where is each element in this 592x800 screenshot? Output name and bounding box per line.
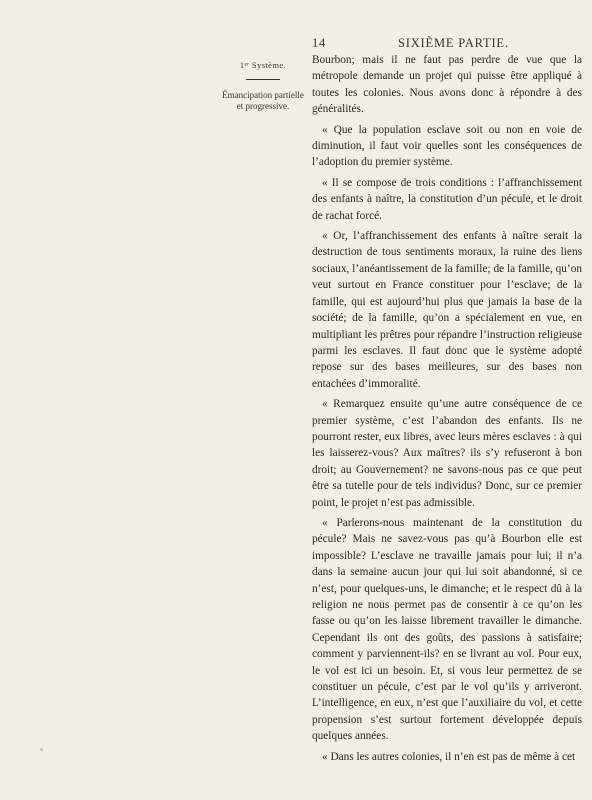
paragraph: Bourbon; mais il ne faut pas perdre de vue que la métropole demande un projet qui puisse être appliqué à toutes les colonies. Nous avons donc à répondre à des généralités. [312, 54, 582, 116]
paragraph: « Parlerons-nous maintenant de la constitution du pécule? Mais ne savez-vous pas qu’à Bourbon elle est impossible? L’esclave ne travaille jamais pour lui; il n’a dans la semaine aucun jour qui lui soit abandonné, si ce n’est, pour quelques-uns, le dimanche; et le respect dû à la religion ne nous permet pas de consentir à ce qu’on les fasse ou qu’on les laisse librement travailler le dimanche. Cependant ils ont des goûts, des passions à satisfaire; comment y parviennent-ils? en se livrant au vol. Pour eux, le vol est ici un besoin. Et, si vous leur permettez de se constituer un pécule, c’est par le vol qu’ils y arriveront. L’intelligence, en eux, n’est que l’auxiliaire du vol, et cette propension s’est surtout fortement développée depuis quelques années. [312, 516, 582, 743]
body-text [312, 52, 582, 769]
paragraph: « Or, l’affranchissement des enfants à naître serait la destruction de tous sentiments moraux, la ruine des liens sociaux, l’anéantissement de la famille; de la famille, qu’on veut surtout en France constituer pour l’esclave; de la famille, qui est aujourd’hui plus que jamais la base de la société; de la famille, qu’on a spécialement en vue, en multipliant les prêtres pour répandre l’instruction religieuse parmi les esclaves. Il faut donc que le système adopté repose sur des bases meilleures, sur des bases non entachées d’immoralité. [312, 230, 582, 390]
page-number: 14 [312, 36, 327, 50]
margin-notes [222, 60, 304, 112]
paragraph: « Il se compose de trois conditions : l’affranchissement des enfants à naître, la constitution d’un pécule, et le droit de rachat forcé. [312, 176, 582, 222]
paragraph: « Que la population esclave soit ou non en voie de diminution, il faut voir quelles sont les conséquences de l’adoption du premier système. [312, 123, 582, 169]
paper-speck [40, 748, 43, 751]
running-title: SIXIÈME PARTIE. [398, 36, 509, 50]
margin-system-label: 1ᵉʳ Système. [239, 60, 287, 70]
margin-divider [246, 79, 280, 80]
paragraph: « Dans les autres colonies, il n’en est pas de même à cet [322, 750, 576, 763]
paragraph: « Remarquez ensuite qu’une autre conséquence de ce premier système, c’est l’abandon des enfants. Ils ne pourront rester, eux libres, avec leurs mères esclaves : à qui les laisserez-vous? Aux maîtres? ils s’y refuseront à bon droit; au Gouvernement? ne savons-nous pas ce que peut être sa tutelle pour de tels individus? Donc, sur ce premier point, le projet n’est pas admissible. [312, 398, 582, 509]
margin-note: Émancipation partielle et progressive. [222, 90, 304, 111]
